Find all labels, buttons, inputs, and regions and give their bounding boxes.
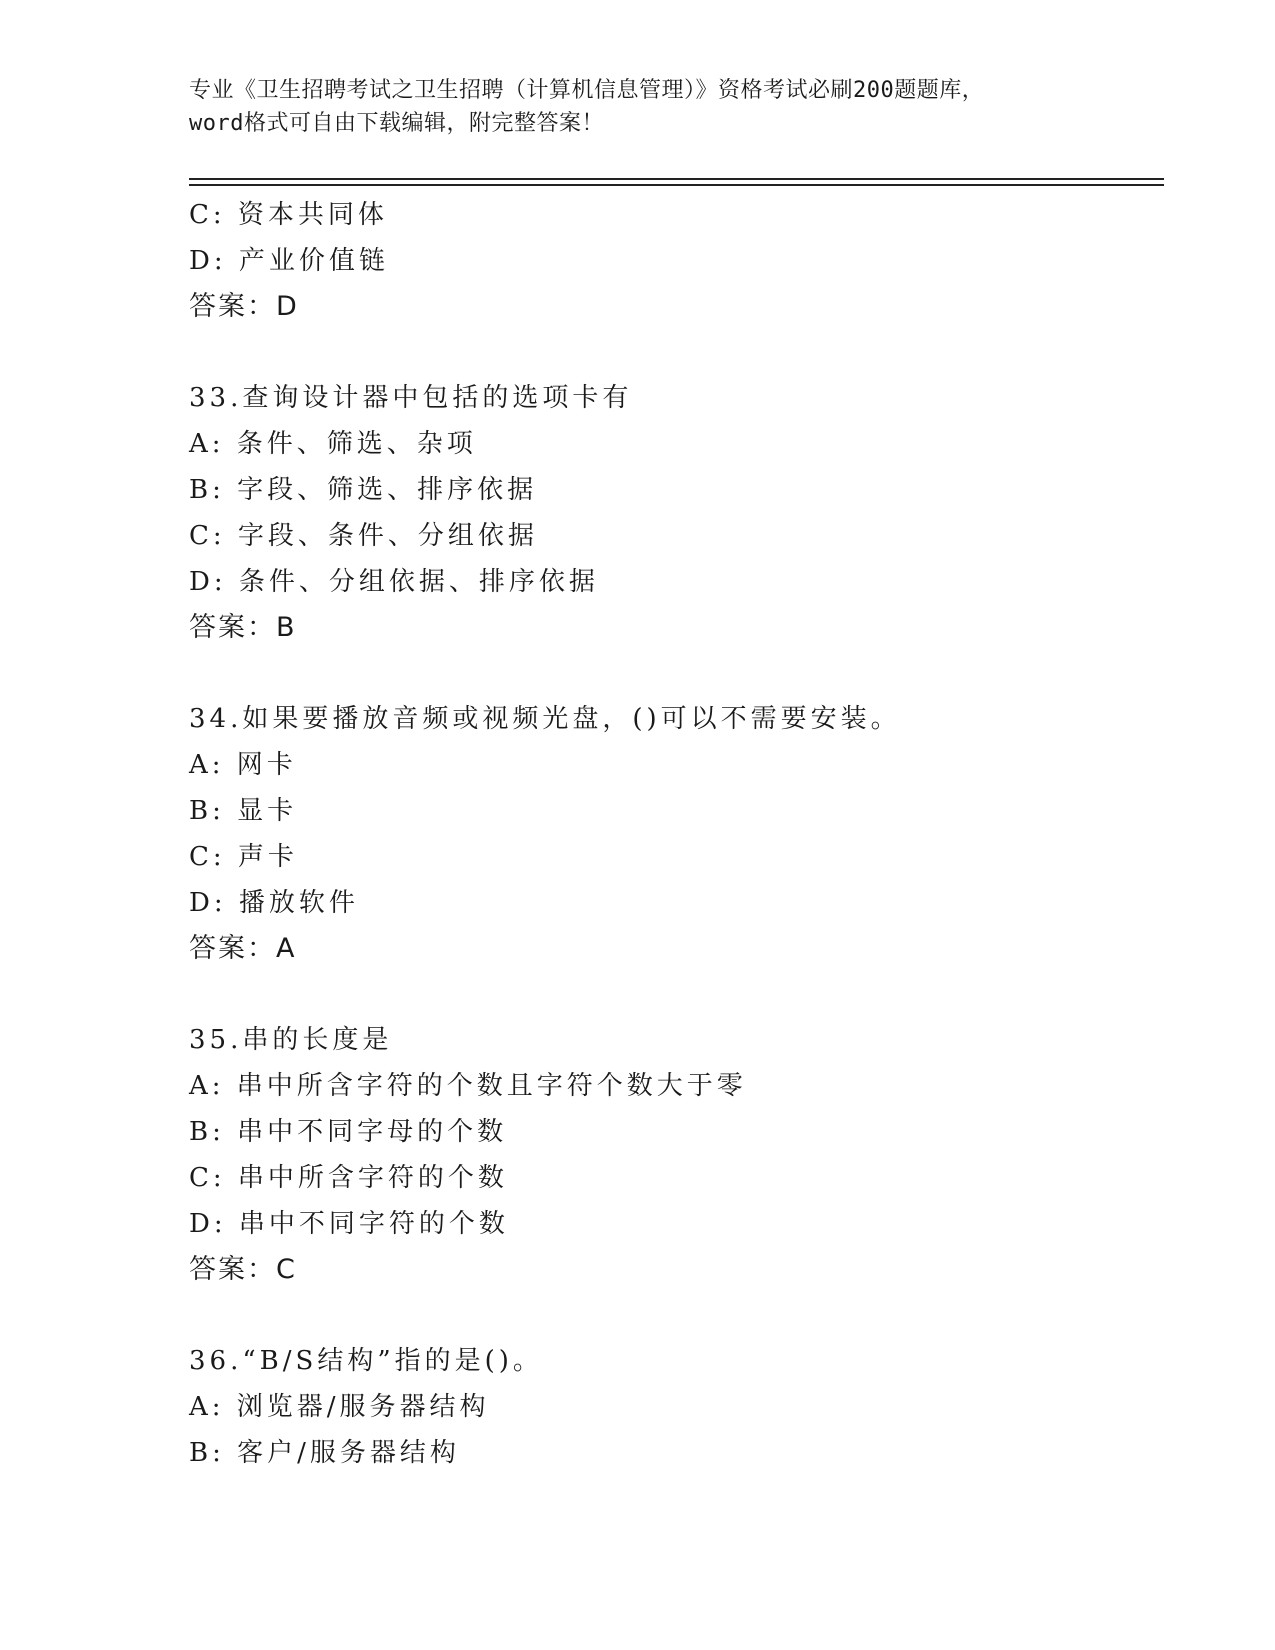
- question-stem: 33.查询设计器中包括的选项卡有: [189, 383, 633, 413]
- option-a: A: 浏览器/服务器结构: [189, 1392, 490, 1422]
- header-title-line-2: word格式可自由下载编辑，附完整答案！: [189, 111, 604, 136]
- spacer: [189, 651, 1149, 696]
- question-stem: 35.串的长度是: [189, 1025, 393, 1055]
- question-35: [189, 1017, 1149, 1293]
- option-d: D: 产业价值链: [189, 246, 389, 276]
- option-d: D: 播放软件: [189, 888, 359, 918]
- question-36: [189, 1338, 1149, 1476]
- answer-label: 答案：A: [189, 933, 297, 964]
- header-title-line-1: 专业《卫生招聘考试之卫生招聘（计算机信息管理）》资格考试必刷200题题库，: [189, 78, 985, 103]
- option-c: C: 串中所含字符的个数: [189, 1163, 508, 1193]
- option-d: D: 条件、分组依据、排序依据: [189, 567, 599, 597]
- question-list: [189, 192, 1149, 1476]
- header-divider-bottom: [189, 184, 1164, 186]
- question-stem: 34.如果要播放音频或视频光盘，()可以不需要安装。: [189, 704, 901, 734]
- option-b: B: 客户/服务器结构: [189, 1438, 460, 1468]
- document-header: [189, 74, 1089, 140]
- option-c: C: 资本共同体: [189, 200, 388, 230]
- answer-label: 答案：D: [189, 291, 299, 322]
- option-b: B: 字段、筛选、排序依据: [189, 475, 538, 505]
- option-b: B: 显卡: [189, 796, 298, 826]
- option-a: A: 串中所含字符的个数且字符个数大于零: [189, 1071, 747, 1101]
- option-d: D: 串中不同字符的个数: [189, 1209, 509, 1239]
- option-b: B: 串中不同字母的个数: [189, 1117, 508, 1147]
- spacer: [189, 972, 1149, 1017]
- question-stem: 36.“B/S结构”指的是()。: [189, 1346, 543, 1376]
- answer-label: 答案：C: [189, 1254, 297, 1285]
- question-fragment: [189, 192, 1149, 330]
- spacer: [189, 330, 1149, 375]
- option-c: C: 字段、条件、分组依据: [189, 521, 538, 551]
- option-c: C: 声卡: [189, 842, 298, 872]
- option-a: A: 条件、筛选、杂项: [189, 429, 477, 459]
- question-33: [189, 375, 1149, 651]
- answer-label: 答案：B: [189, 612, 297, 643]
- spacer: [189, 1293, 1149, 1338]
- question-34: [189, 696, 1149, 972]
- option-a: A: 网卡: [189, 750, 297, 780]
- header-divider-top: [189, 178, 1164, 180]
